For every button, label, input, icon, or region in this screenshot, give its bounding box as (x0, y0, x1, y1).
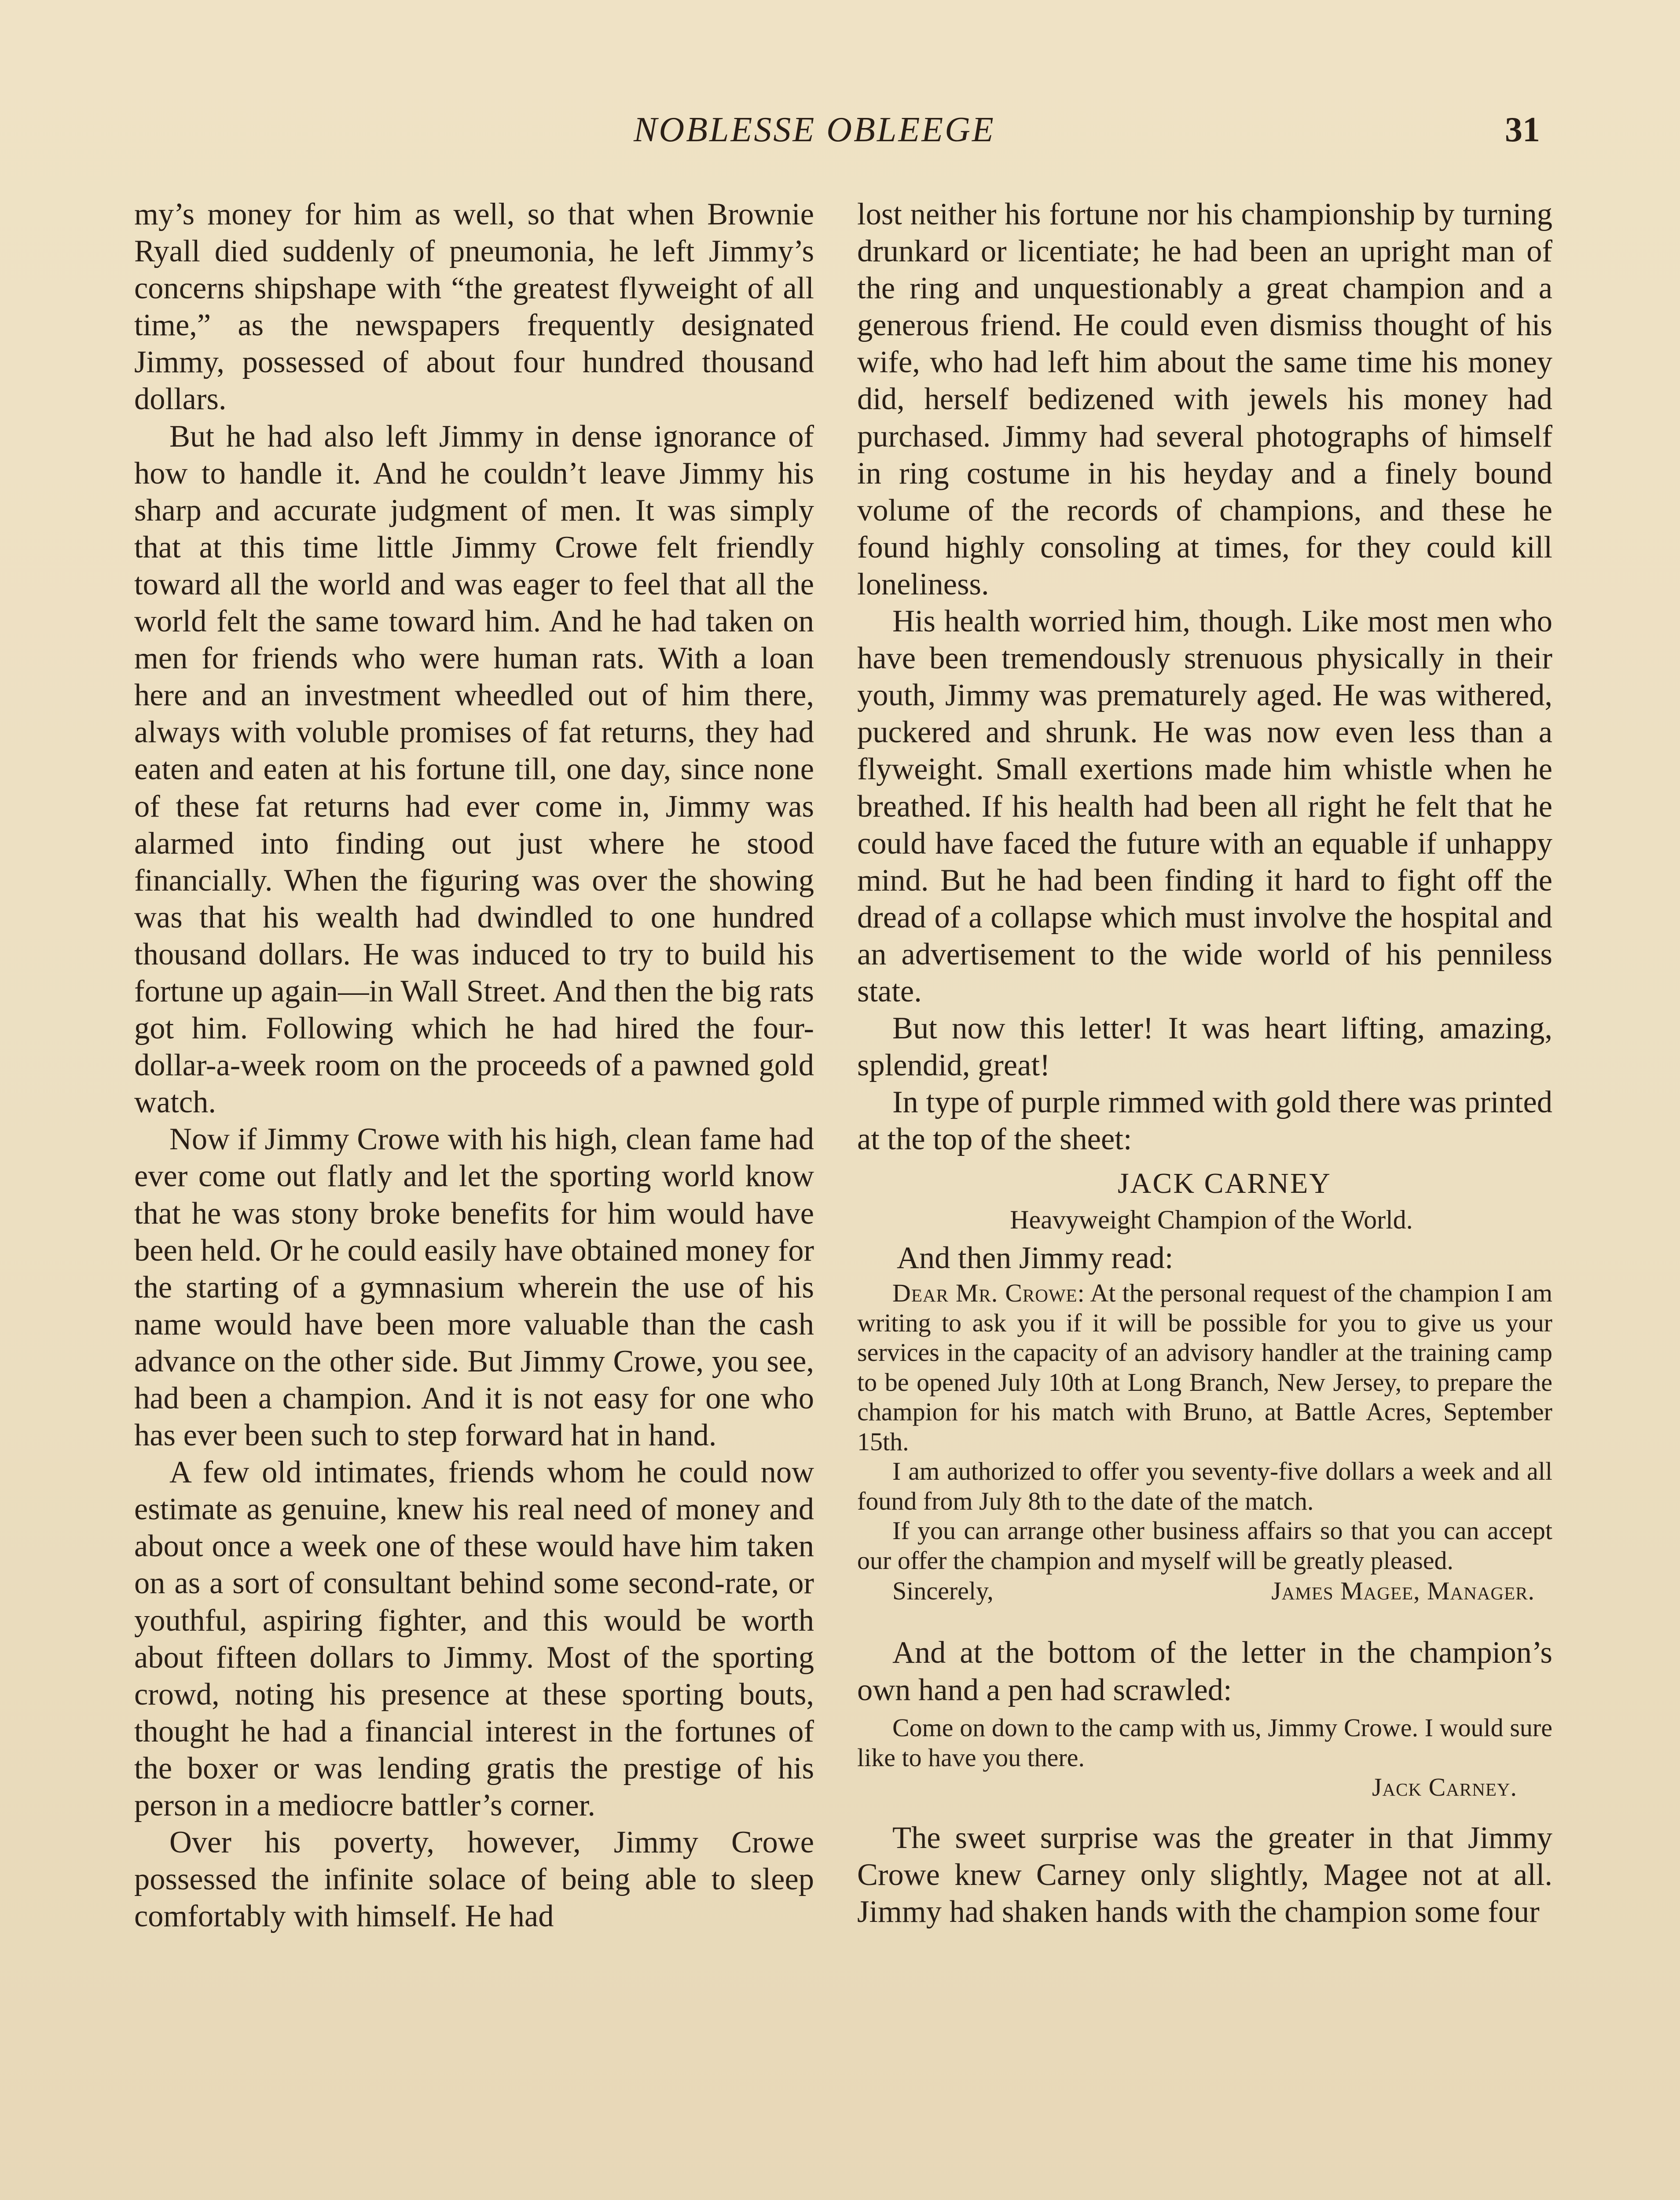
letter-paragraph (857, 1278, 1552, 1456)
paragraph: The sweet surprise was the greater in that Jimmy Crowe knew Carney only slightly, Magee not at all. Jimmy had shaken hands with the champion some four (857, 1820, 1552, 1929)
paragraph: But now this letter! It was heart lifting, amazing, splendid, great! (857, 1011, 1552, 1083)
letterhead (857, 1166, 1552, 1238)
letter-salutation: Dear Mr. Crowe: (892, 1279, 1085, 1308)
letterhead-title: Heavyweight Champion of the World. (1010, 1205, 1413, 1235)
letterhead-name: JACK CARNEY (1118, 1167, 1332, 1200)
paragraph: His health worried him, though. Like most men who have been tremendously strenuous physically in their youth, Jimmy was prematurely aged. He was withered, puckered and shrunk. He was now even less than a flyweight. Small exertions made him whistle when he breathed. If his health had been all right he felt that he could have faced the future with an equable if unhappy mind. But he had been finding it hard to fight off the dread of a collapse which must involve the hospital and an advertisement to the wide world of his penniless state. (857, 604, 1552, 1008)
paragraph: In type of purple rimmed with gold there was printed at the top of the sheet: (857, 1085, 1552, 1157)
running-title: NOBLESSE OBLEEGE (634, 110, 995, 149)
handwritten-signature: Jack Carney. (1372, 1772, 1517, 1801)
paragraph: But he had also left Jimmy in dense ignorance of how to handle it. And he couldn’t leave Jimmy his sharp and accurate judgment of men. It was simply that at this time little Jimmy Crowe felt friendly toward all the world and was eager to feel that all the world felt the same toward him. And he had taken on men for friends who were human rats. With a loan here and an investment wheedled out of him there, always with voluble promises of fat returns, they had eaten and eaten at his fortune till, one day, since none of these fat returns had ever come in, Jimmy was alarmed into finding out just where he stood financially. When the figuring was over the showing was that his wealth had dwindled to one hundred thousand dollars. He was induced to try to build his fortune up again—in Wall Street. And then the big rats got him. Following which he had hired the four-dollar-a-week room on the proceeds of a pawned gold watch. (134, 419, 814, 1120)
paragraph: And at the bottom of the letter in the champion’s own hand a pen had scrawled: (857, 1635, 1552, 1707)
right-column (857, 196, 1552, 1930)
handwritten-note: Come on down to the camp with us, Jimmy Crowe. I would sure like to have you there. (857, 1713, 1552, 1772)
paragraph: Now if Jimmy Crowe with his high, clean fame had ever come out flatly and let the sporting world know that he was stony broke benefits for him would have been held. Or he could easily have obtained money for the starting of a gymnasium wherein the use of his name would have been more valuable than the cash advance on the other side. But Jimmy Crowe, you see, had been a champion. And it is not easy for one who has ever been such to step forward hat in hand. (134, 1122, 814, 1453)
running-header (0, 110, 1680, 158)
letter-signature: James Magee, Manager. (1271, 1577, 1535, 1606)
letter-signoff (857, 1575, 1552, 1607)
left-column (134, 196, 814, 1935)
paragraph: A few old intimates, friends whom he could now estimate as genuine, knew his real need of money and about once a week one of these would have him taken on as a sort of consultant behind some second-rate, or youthful, aspiring fighter, and this would be worth about fifteen dollars to Jimmy. Most of the sporting crowd, noting his presence at these sporting bouts, thought he had a financial interest in the fortunes of the boxer or was lending gratis the prestige of his person in a mediocre battler’s corner. (134, 1455, 814, 1823)
page-number: 31 (1505, 110, 1540, 149)
read-line: And then Jimmy read: (897, 1241, 1174, 1276)
letter-body (857, 1278, 1552, 1607)
letter-paragraph-text: At the personal request of the champion I am writing to ask you if it will be possible for you to give us your services in the capacity of an advisory handler at the training camp to be opened July 10th at Long Branch, New Jersey, to prepare the champion for his match with Bruno, at Battle Acres, September 15th. (857, 1279, 1552, 1456)
paragraph: my’s money for him as well, so that when Brownie Ryall died suddenly of pneumonia, he left Jimmy’s concerns shipshape with “the greatest flyweight of all time,” as the newspapers frequently designated Jimmy, possessed of about four hundred thousand dollars. (134, 197, 814, 417)
paragraph: Over his poverty, however, Jimmy Crowe possessed the infinite solace of being able to sleep comfortably with himself. He had (134, 1825, 814, 1934)
paragraph: lost neither his fortune nor his championship by turning drunkard or licentiate; he had been an upright man of the ring and unquestionably a great champion and a generous friend. He could even dismiss thought of his wife, who had left him about the same time his money did, herself bedizened with jewels his money had purchased. Jimmy had several photographs of himself in ring costume in his heyday and a finely bound volume of the records of champions, and these he found highly consoling at times, for they could kill loneliness. (857, 197, 1552, 601)
letter-paragraph: I am authorized to offer you seventy-five dollars a week and all found from July 8th to the date of the match. (857, 1457, 1552, 1515)
letter-closing: Sincerely, (892, 1577, 994, 1606)
letter-paragraph: If you can arrange other business affairs so that you can accept our offer the champion and myself will be greatly pleased. (857, 1516, 1552, 1575)
